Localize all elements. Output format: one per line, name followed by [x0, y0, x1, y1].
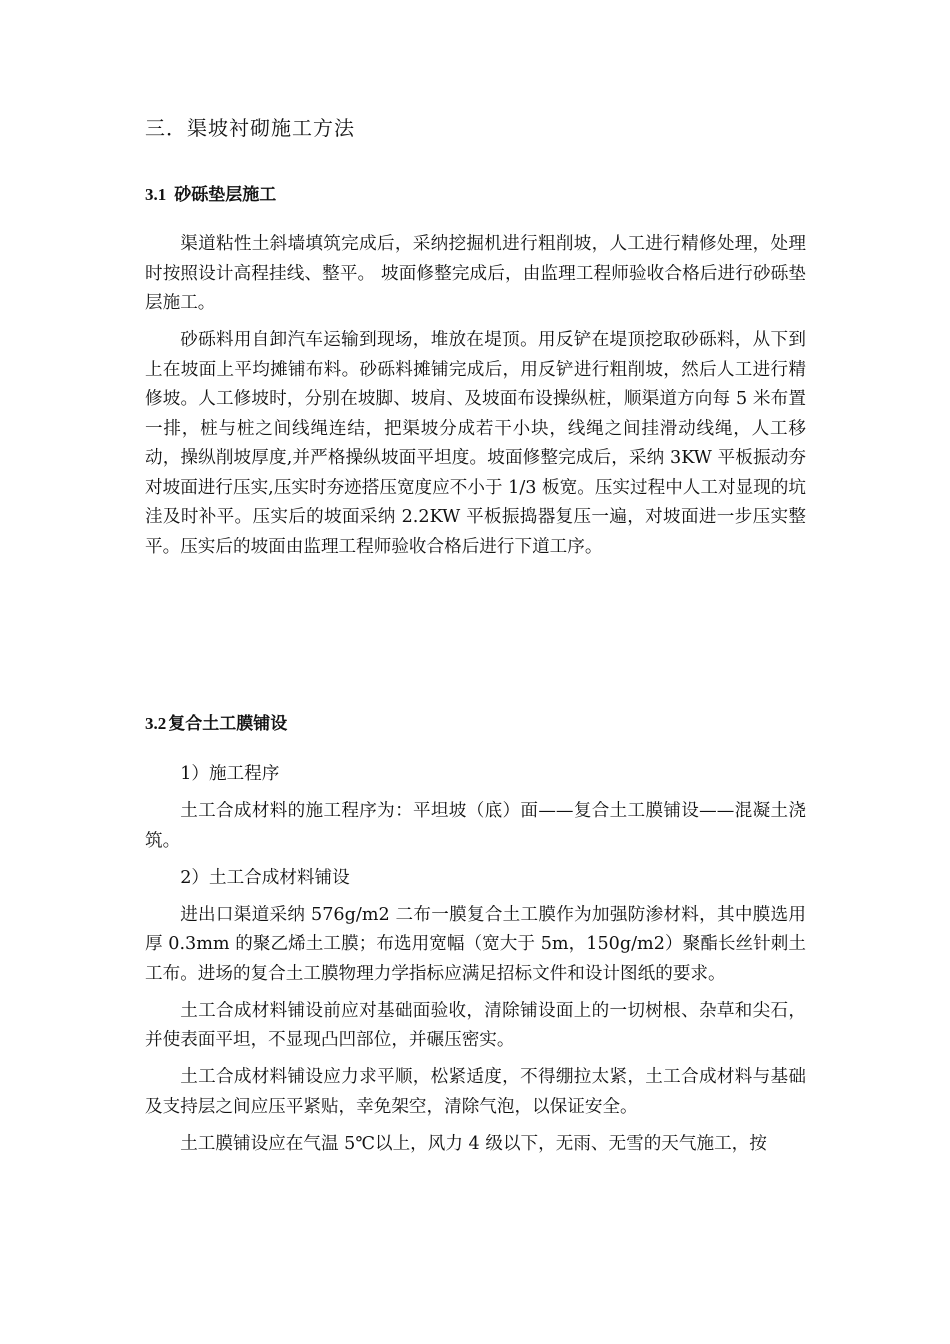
paragraph: 土工膜铺设应在气温 5℃以上，风力 4 级以下，无雨、无雪的天气施工，按 — [180, 1133, 767, 1154]
paragraph: 土工合成材料铺设应力求平顺，松紧适度，不得绷拉太紧，土工合成材料与基础及支持层之间应压平紧贴，幸免架空，清除气泡，以保证安全。 — [145, 1067, 806, 1117]
section-number: 3.1 — [145, 185, 167, 204]
section-3-1-body — [145, 230, 806, 562]
paragraph: 土工合成材料铺设前应对基础面验收，清除铺设面上的一切树根、杂草和尖石，并使表面平坦，不显现凸凹部位，并碾压密实。 — [145, 1000, 806, 1050]
paragraph: 渠道粘性土斜墙填筑完成后，采纳挖掘机进行粗削坡，人工进行精修处理，处理时按照设计高程挂线、整平。 坡面修整完成后，由监理工程师验收合格后进行砂砾垫层施工。 — [145, 234, 806, 313]
chapter-title: 三．渠坡衬砌施工方法 — [145, 116, 355, 140]
section-title: 砂砾垫层施工 — [174, 185, 277, 205]
paragraph: 土工合成材料的施工程序为：平坦坡（底）面——复合土工膜铺设——混凝土浇筑。 — [145, 801, 806, 851]
section-number: 3.2 — [145, 714, 167, 733]
subsection-heading: 2）土工合成材料铺设 — [180, 867, 350, 888]
section-3-2-heading — [145, 709, 287, 734]
subsection-heading: 1）施工程序 — [180, 764, 280, 784]
section-title: 复合土工膜铺设 — [168, 714, 288, 734]
section-3-2-body — [145, 760, 806, 1159]
section-3-1-heading — [145, 180, 276, 205]
paragraph: 砂砾料用自卸汽车运输到现场，堆放在堤顶。用反铲在堤顶挖取砂砾料，从下到上在坡面上平均摊铺布料。砂砾料摊铺完成后，用反铲进行粗削坡，然后人工进行精修坡。人工修坡时，分别在坡脚、坡肩、及坡面布设操纵桩，顺渠道方向每 5 米布置一排，桩与桩之间线绳连结，把渠坡分成若干小块，线绳之间挂滑动线绳，人工移动，操纵削坡厚度,并严格操纵坡面平坦度。坡面修整完成后，采纳 3KW 平板振动夯对坡面进行压实,压实时夯迹搭压宽度应不小于 1/3 板宽。压实过程中人工对显现的坑洼及时补平。压实后的坡面采纳 2.2KW 平板振捣器复压一遍，对坡面进一步压实整平。压实后的坡面由监理工程师验收合格后进行下道工序。 — [145, 330, 806, 557]
paragraph: 进出口渠道采纳 576g/m2 二布一膜复合土工膜作为加强防渗材料，其中膜选用厚 0.3mm 的聚乙烯土工膜；布选用宽幅（宽大于 5m，150g/m2）聚酯长丝针刺土工布。进场的复合土工膜物理力学指标应满足招标文件和设计图纸的要求。 — [145, 904, 806, 984]
